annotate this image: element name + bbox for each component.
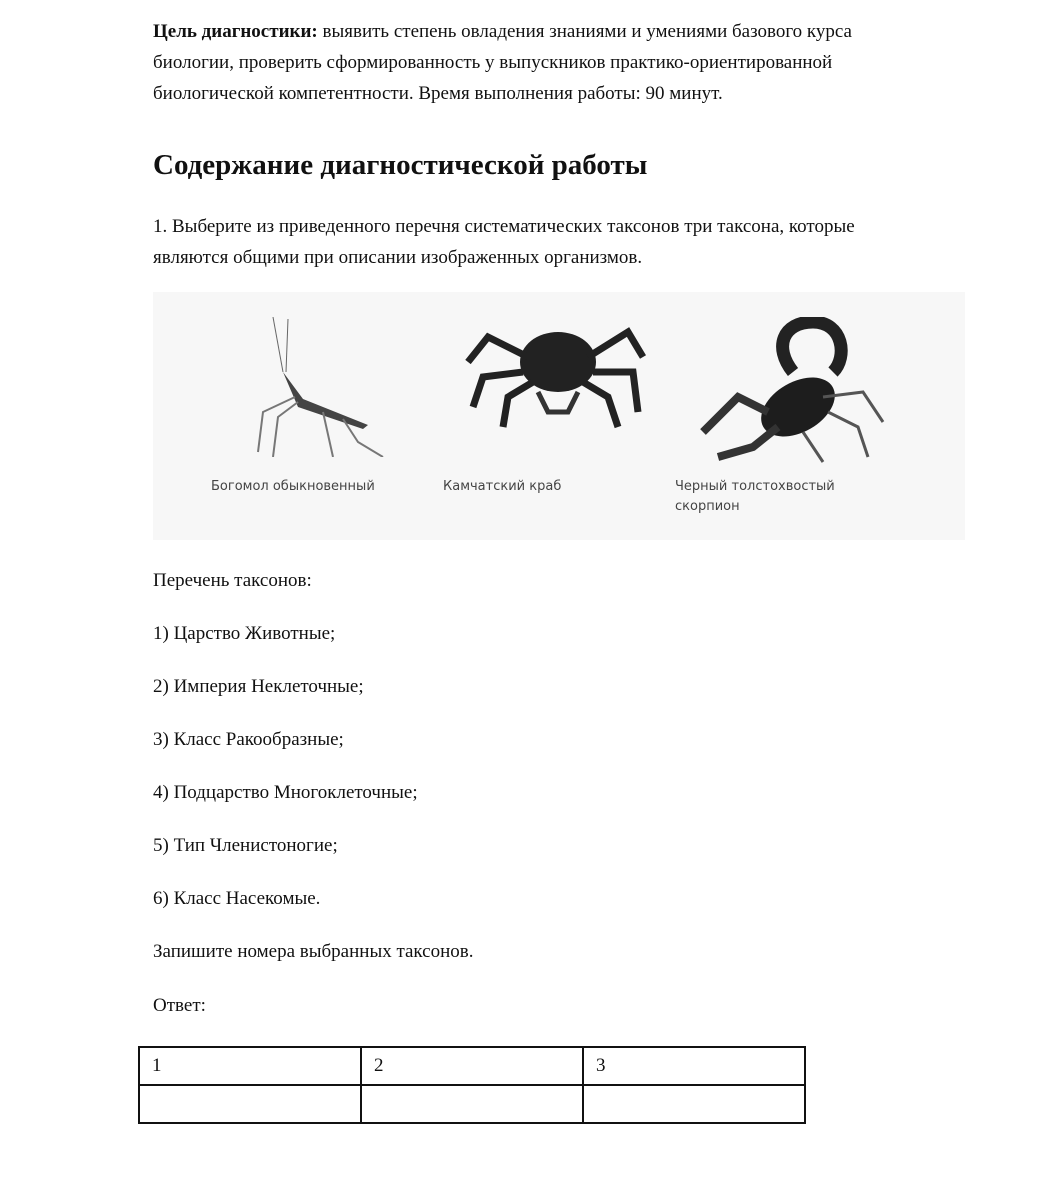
instruction-text: Запишите номера выбранных таксонов. <box>153 941 474 962</box>
caption-scorpion <box>675 477 835 517</box>
caption-scorpion-line-1: Черный толстохвостый <box>675 479 835 494</box>
answer-column-2: 2 <box>361 1047 583 1085</box>
section-title: Содержание диагностической работы <box>153 149 648 181</box>
scorpion-image <box>683 317 893 467</box>
goal-text-3: биологической компетентности. Время выполнения работы: 90 минут. <box>153 83 723 104</box>
taxon-item: 5) Тип Членистоногие; <box>153 835 338 856</box>
caption-crab: Камчатский краб <box>443 479 562 494</box>
goal-text-2: биологии, проверить сформированность у выпускников практико-ориентированной <box>153 52 833 73</box>
taxon-item: 3) Класс Ракообразные; <box>153 729 344 750</box>
answer-input-row <box>139 1085 805 1123</box>
taxa-heading: Перечень таксонов: <box>153 570 312 591</box>
question-line-1: 1. Выберите из приведенного перечня систематических таксонов три таксона, которые <box>153 216 855 237</box>
taxon-item: 1) Царство Животные; <box>153 623 336 644</box>
answer-header-row <box>139 1047 805 1085</box>
organisms-figure <box>153 292 965 540</box>
question-line-2: являются общими при описании изображенных организмов. <box>153 247 643 268</box>
goal-label: Цель диагностики: <box>153 21 318 42</box>
mantis-image <box>223 317 403 457</box>
goal-text-1: выявить степень овладения знаниями и умениями базового курса <box>317 21 852 42</box>
caption-scorpion-line-2: скорпион <box>675 499 740 514</box>
answer-column-3: 3 <box>583 1047 805 1085</box>
taxon-item: 6) Класс Насекомые. <box>153 888 321 909</box>
answer-cell-2[interactable] <box>361 1085 583 1123</box>
answer-cell-3[interactable] <box>583 1085 805 1123</box>
crab-image <box>458 317 658 432</box>
caption-mantis: Богомол обыкновенный <box>211 479 375 494</box>
taxon-item: 2) Империя Неклеточные; <box>153 676 364 697</box>
answer-label: Ответ: <box>153 995 206 1016</box>
answer-cell-1[interactable] <box>139 1085 361 1123</box>
taxon-item: 4) Подцарство Многоклеточные; <box>153 782 418 803</box>
question-text <box>153 211 953 273</box>
answer-column-1: 1 <box>139 1047 361 1085</box>
answer-table <box>138 1046 806 1124</box>
diagnostic-goal <box>153 16 953 109</box>
